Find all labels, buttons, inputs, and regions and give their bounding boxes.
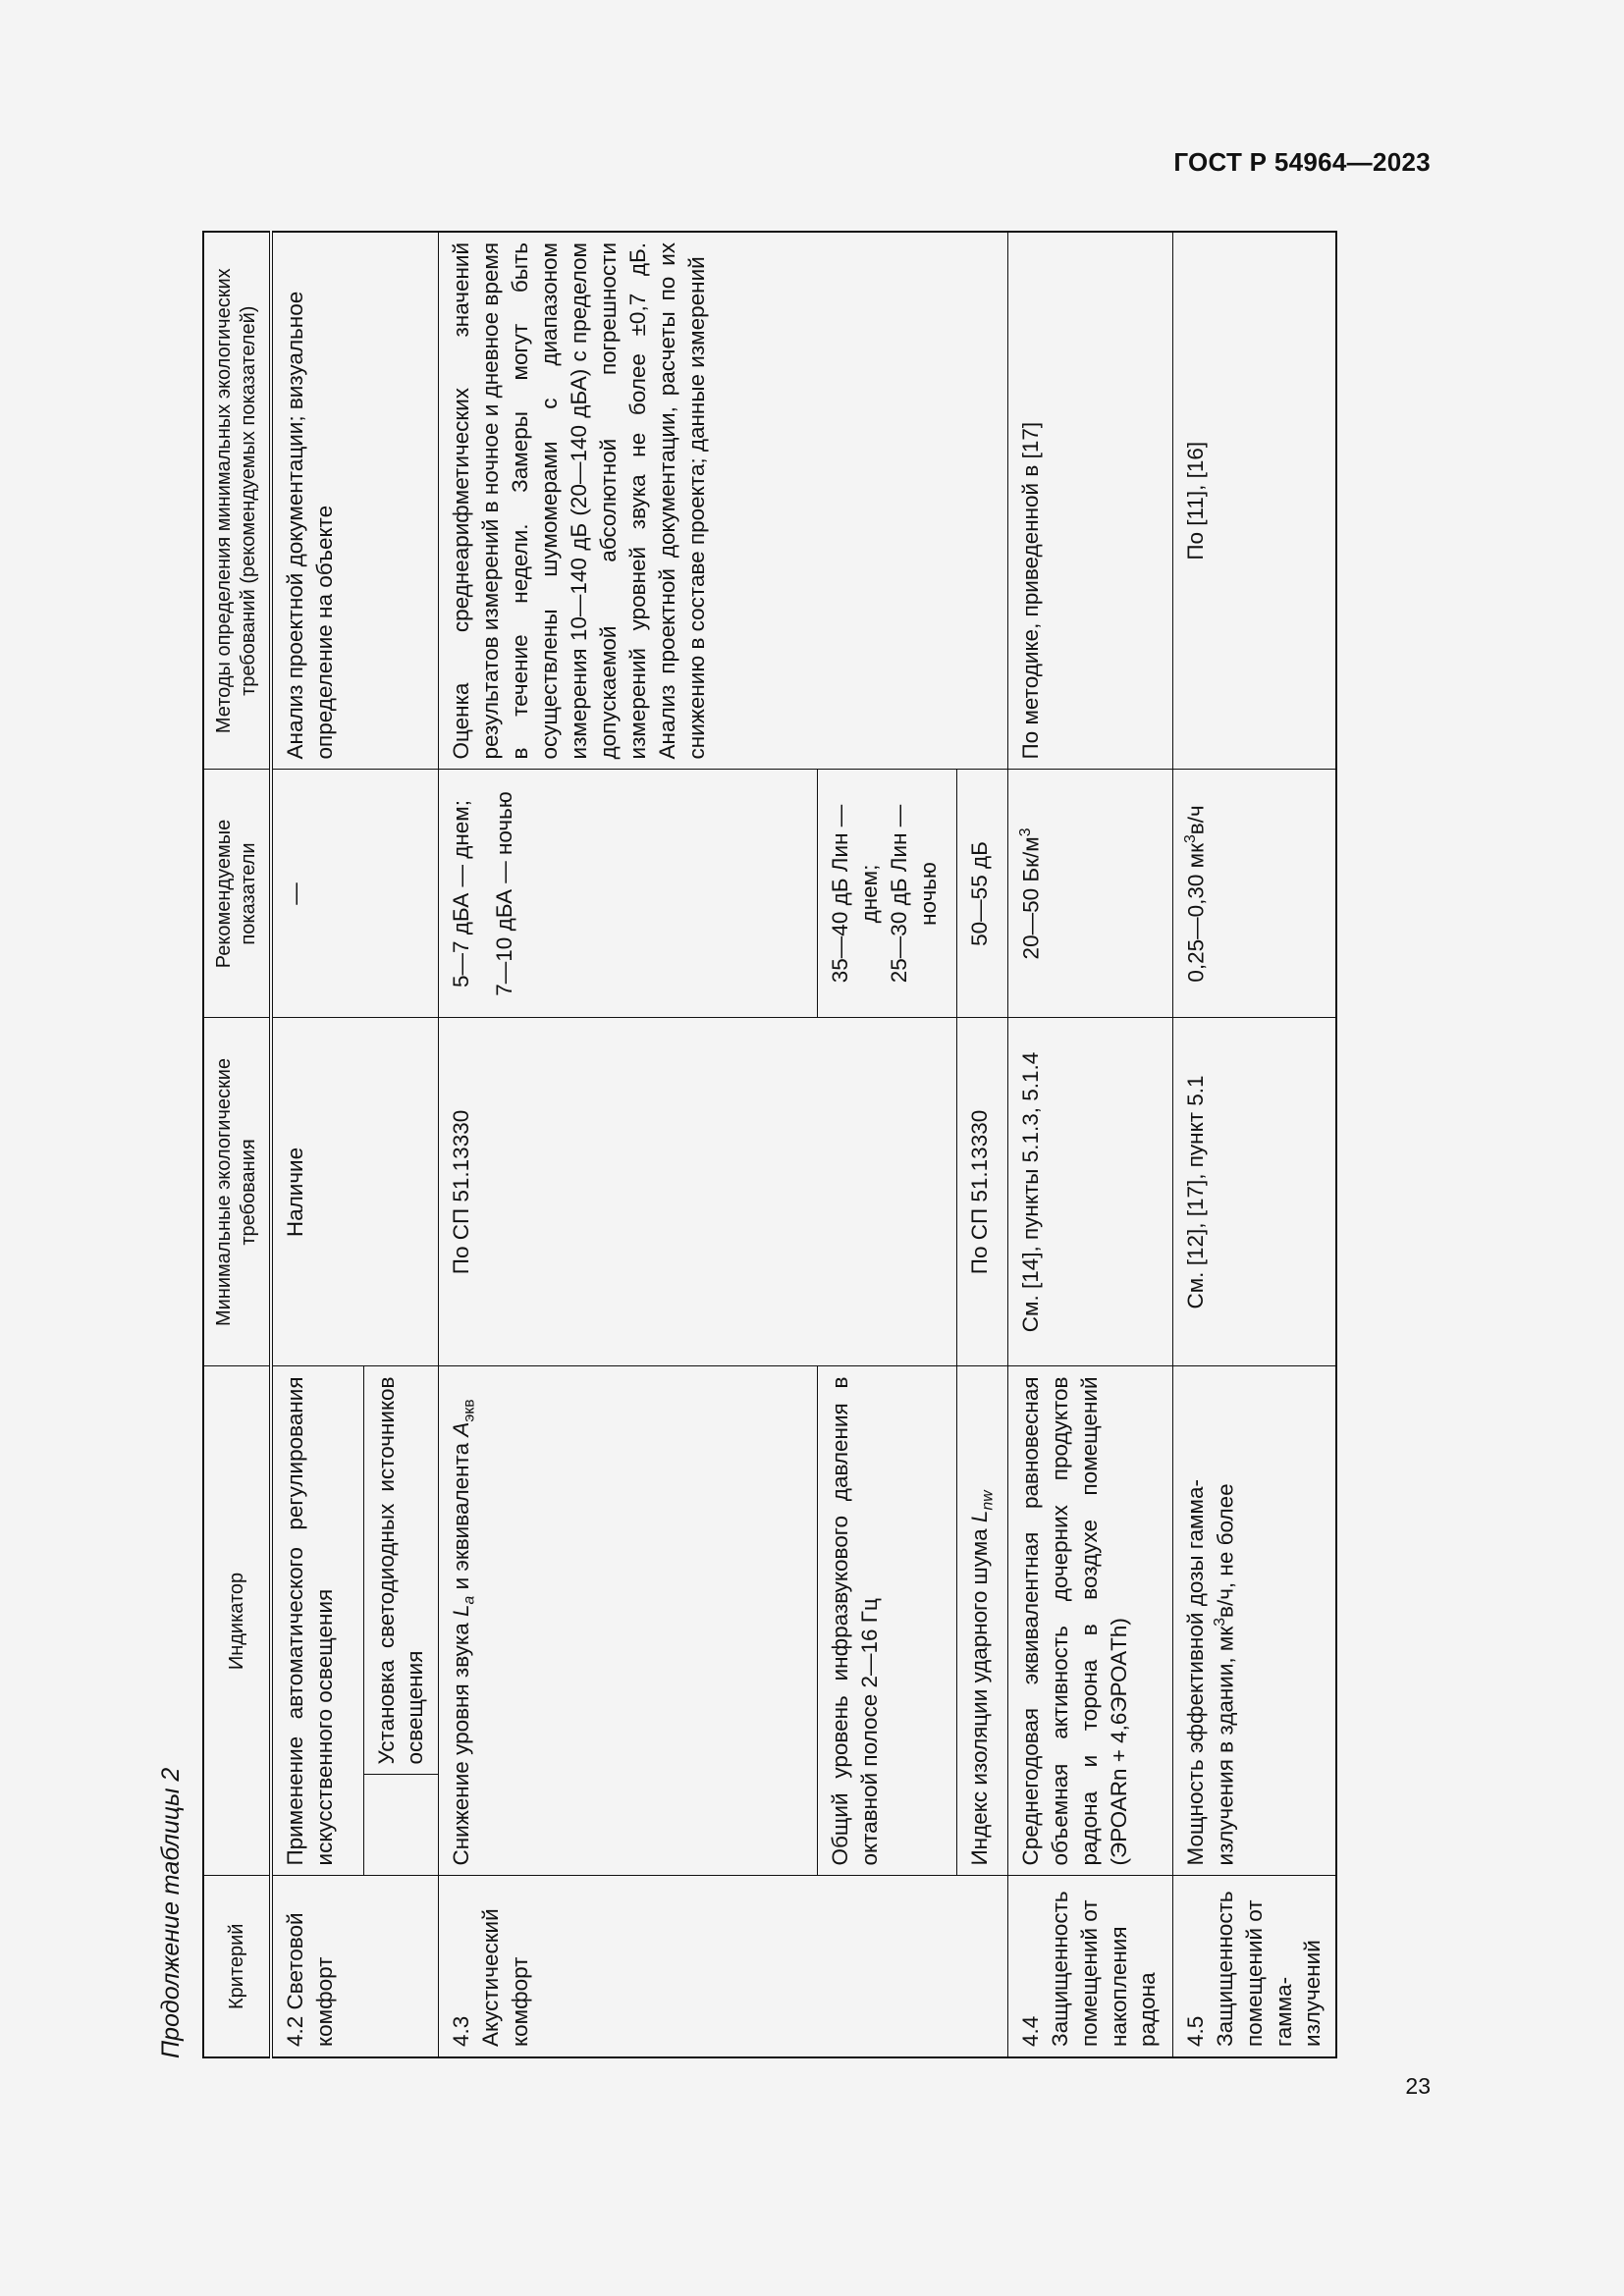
table-row [1172, 232, 1336, 2057]
recommended-radon: 20—50 $Бк/м^3$ [1007, 770, 1172, 1018]
recommended-acoustic-impact: 50—55 дБ [957, 770, 1007, 1018]
col-requirements: Минимальные экологические требования [203, 1018, 271, 1366]
indicator-acoustic-sound: Снижение уровня звука $L_a$ и эквивалента $A_{экв}$ [439, 1366, 818, 1876]
indicator-acoustic-impact: Индекс изоляции ударного шума $L_{nw}$ [957, 1366, 1007, 1876]
col-criterion: Критерий [203, 1876, 271, 2057]
rotated-table-block [157, 233, 1326, 2058]
criterion-radon: 4.4 Защищенность помещений от накопления радона [1007, 1876, 1172, 2057]
requirement-acoustic-sp: По СП 51.13330 [439, 1018, 957, 1366]
criterion-acoustic: 4.3 Акустический комфорт [439, 1876, 1007, 2057]
table-caption: Продолжение таблицы 2 [157, 1767, 185, 2058]
indicator-light-auto: Применение автоматического регулирования искусственного освещения [271, 1366, 363, 1876]
indicator-gamma: Мощность эффективной дозы гамма-излучения в здании, $мк^3в/ч$, не более [1172, 1366, 1336, 1876]
table-row [271, 232, 363, 2057]
requirement-acoustic-sp-2: По СП 51.13330 [957, 1018, 1007, 1366]
recommended-acoustic-infrasound: 35—40 дБ Лин — днем; 25—30 дБ Лин — ночью [818, 770, 957, 1018]
method-light: Анализ проектной документации; визуальное определение на объекте [271, 232, 439, 770]
indicator-acoustic-infrasound: Общий уровень инфразвукового давления в октавной полосе 2—16 Гц [818, 1366, 957, 1876]
table-row [439, 232, 818, 2057]
requirement-light: Наличие [271, 1018, 439, 1366]
recommended-acoustic-sound: 5—7 дБА — днем; 7—10 дБА — ночью [439, 770, 818, 1018]
standard-header: ГОСТ Р 54964—2023 [1173, 147, 1431, 177]
page-number: 23 [1405, 2073, 1431, 2099]
table-row [1007, 232, 1172, 2057]
recommended-gamma: 0,25—0,30 $мк^3в/ч$ [1172, 770, 1336, 1018]
indicator-light-led: Установка светодиодных источников освещения [363, 1366, 439, 1775]
method-radon: По методике, приведенной в [17] [1007, 232, 1172, 770]
col-recommended: Рекомендуемые показатели [203, 770, 271, 1018]
criterion-gamma: 4.5 Защищенность помещений от гамма-излучений [1172, 1876, 1336, 2057]
col-indicator: Индикатор [203, 1366, 271, 1876]
requirements-table [202, 231, 1337, 2058]
criterion-light: 4.2 Световой комфорт [271, 1876, 439, 2057]
requirement-gamma: См. [12], [17], пункт 5.1 [1172, 1018, 1336, 1366]
col-methods: Методы определения минимальных экологических требований (рекомендуемых показателей) [203, 232, 271, 770]
indicator-radon: Среднегодовая эквивалентная равновесная объемная активность дочерних продуктов радона и торона в воздухе помещений (ЭРОАRn + 4,6ЭРОАTh) [1007, 1366, 1172, 1876]
method-gamma: По [11], [16] [1172, 232, 1336, 770]
method-acoustic: Оценка среднеарифметических значений результатов измерений в ночное и дневное время в течение недели. Замеры могут быть осуществлены шумомерами с диапазоном измерения 10—140 дБ (20—140 дБА) с пределом допускаемой абсолютной погрешности измерений уровней звука не более ±0,7 дБ. Анализ проектной документации, расчеты по их снижению в составе проекта; данные измерений [439, 232, 1007, 770]
requirement-radon: См. [14], пункты 5.1.3, 5.1.4 [1007, 1018, 1172, 1366]
table-header-row [203, 232, 271, 2057]
recommended-light: — [271, 770, 439, 1018]
